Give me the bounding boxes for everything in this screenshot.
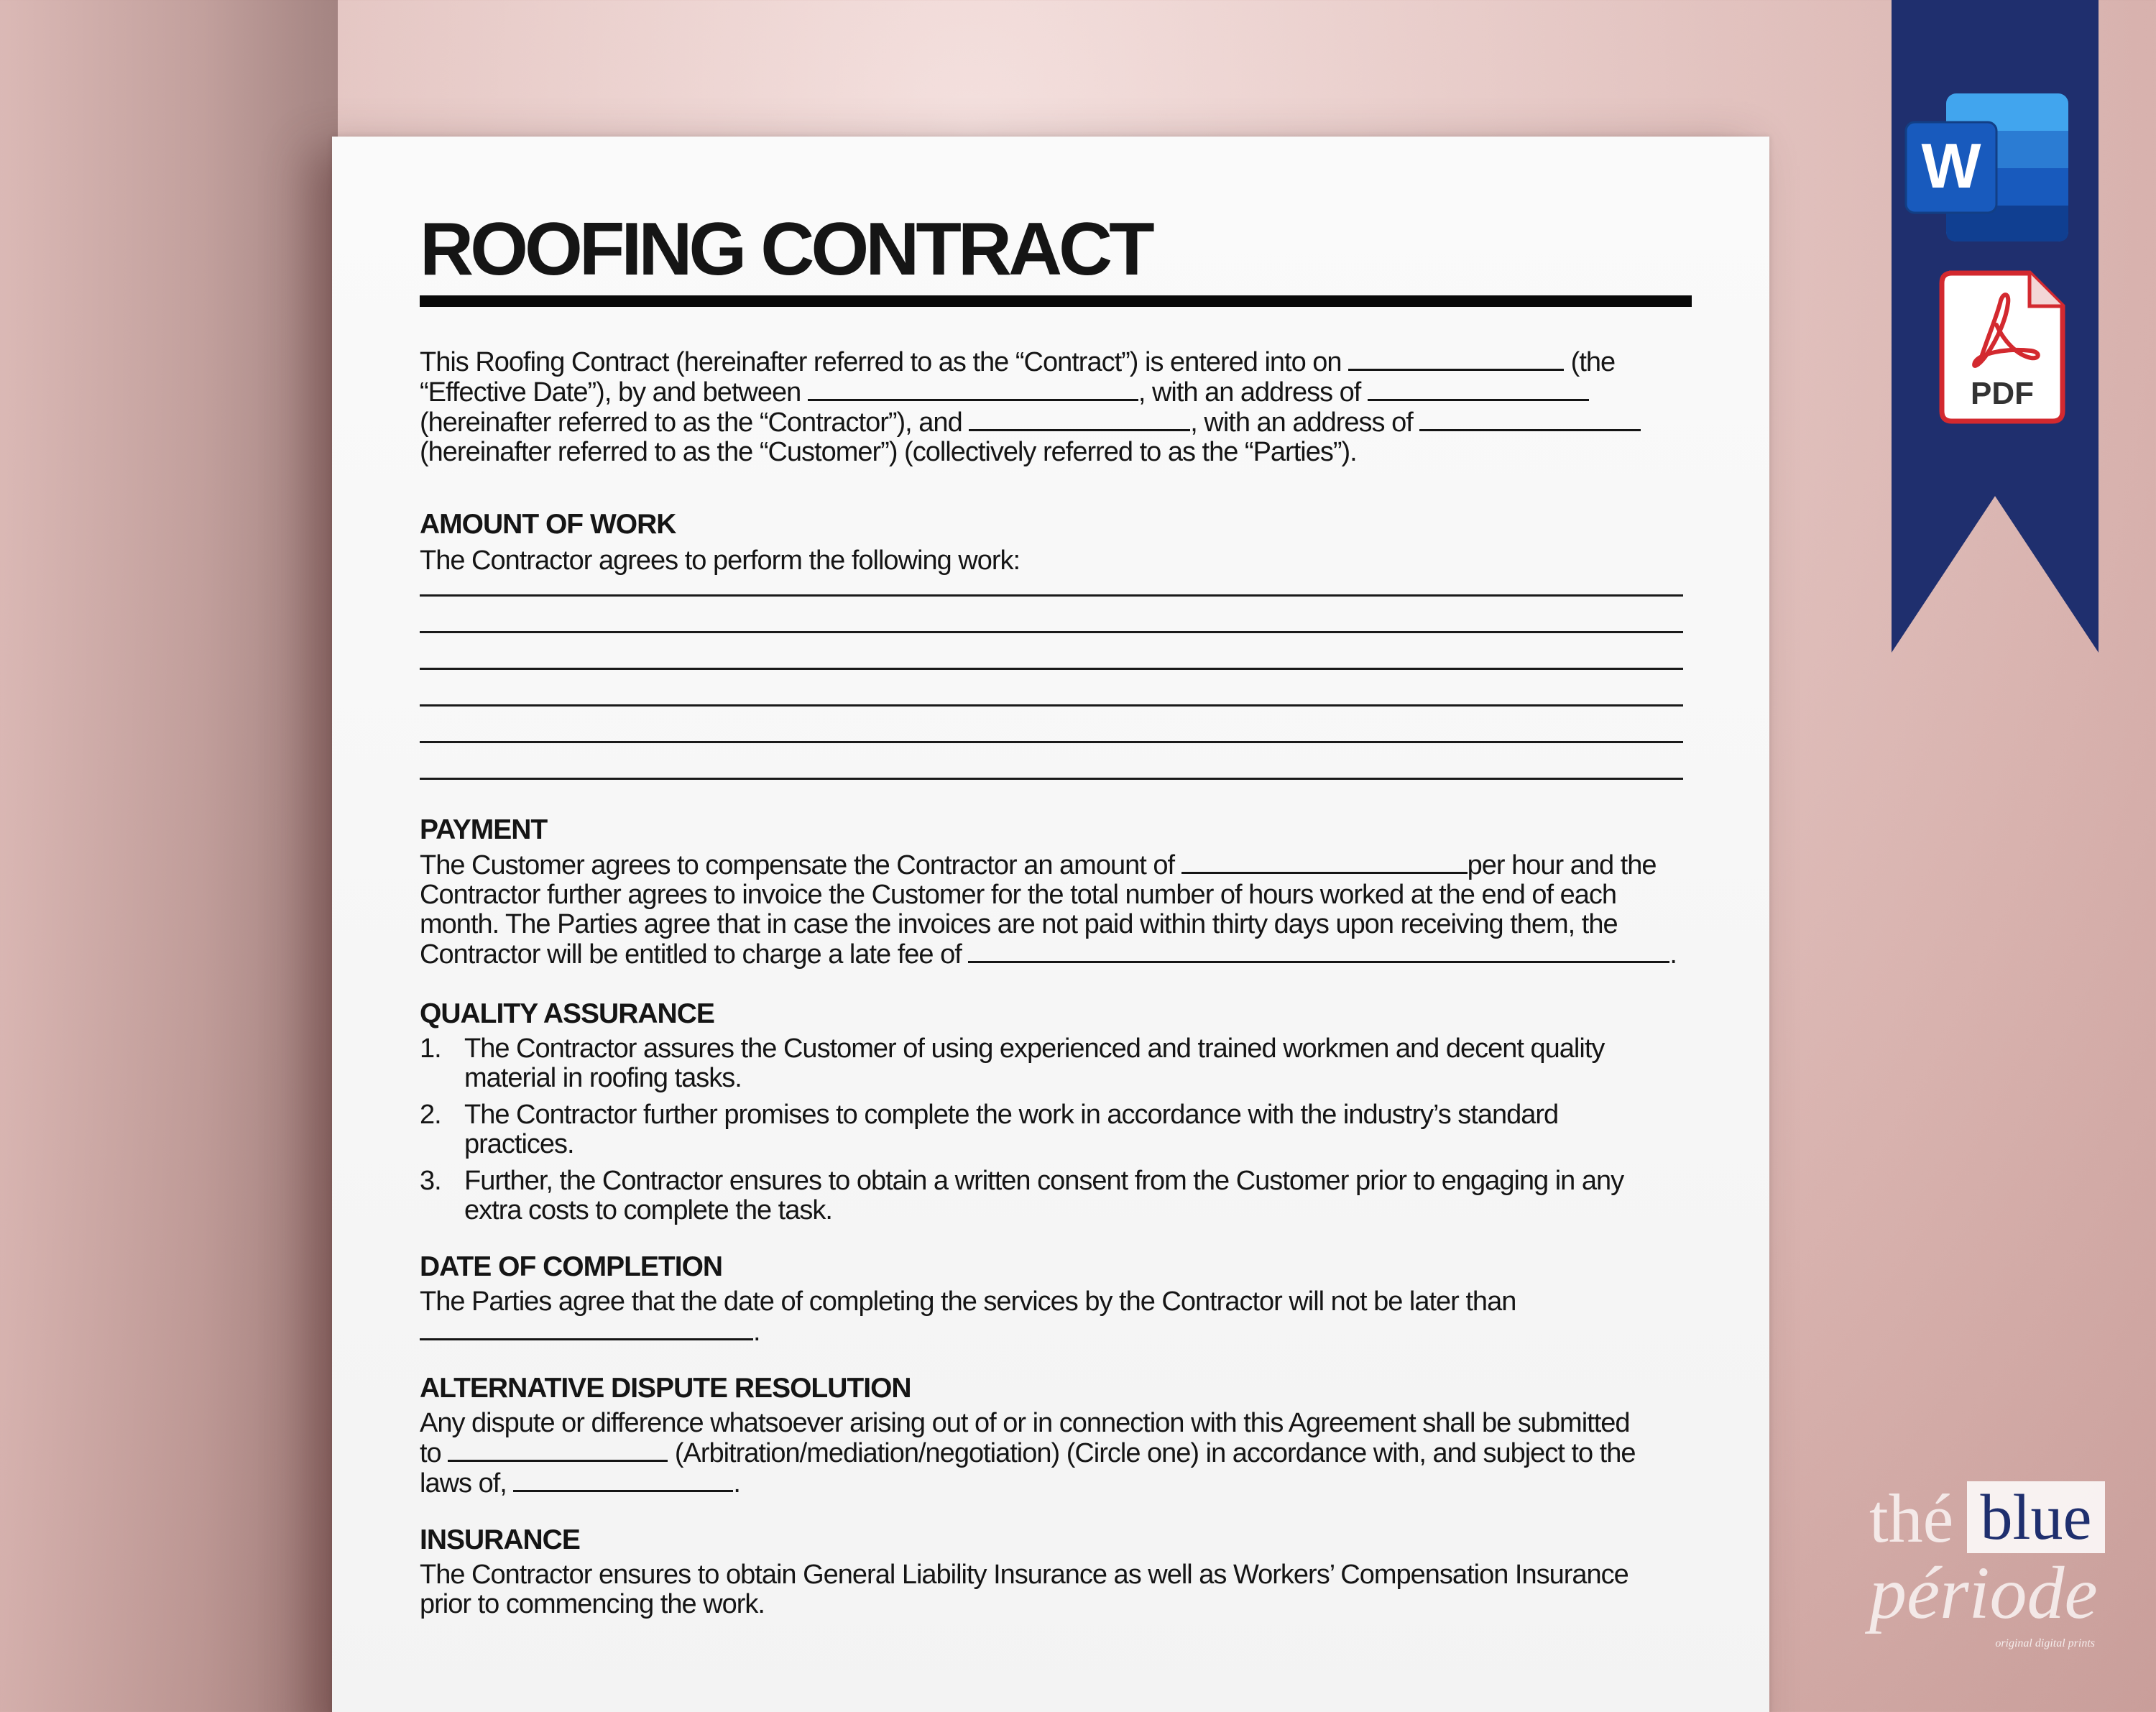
- section-text: The Contractor agrees to perform the following work:: [420, 546, 1021, 576]
- section-heading: PAYMENT: [420, 814, 548, 845]
- dispute-line-2: to (Arbitration/mediation/negotiation) (Circle one) in accordance with, and subject to the: [420, 1438, 1636, 1468]
- write-line: [420, 704, 1683, 707]
- contractor-address-blank: [1368, 377, 1589, 401]
- completion-date-line: .: [420, 1317, 1699, 1347]
- svg-text:blue: blue: [1980, 1482, 2092, 1553]
- dispute-method-blank: [448, 1438, 668, 1462]
- title-underline: [420, 295, 1692, 307]
- insurance-line-1: The Contractor ensures to obtain General Liability Insurance as well as Workers’ Compensation Insurance: [420, 1560, 1628, 1590]
- write-line: [420, 631, 1683, 633]
- hourly-rate-blank: [1181, 850, 1468, 874]
- intro-line-2: “Effective Date”), by and between , with an address of: [420, 377, 1699, 408]
- intro-line-3: (hereinafter referred to as the “Contractor”), and , with an address of: [420, 408, 1699, 438]
- svg-text:thé: thé: [1869, 1480, 1954, 1557]
- intro-paragraph: [420, 347, 1699, 467]
- qa-list: [420, 1034, 1699, 1225]
- contract-content: [420, 208, 1699, 1619]
- section-heading: DATE OF COMPLETION: [420, 1251, 723, 1282]
- section-amount-of-work: [420, 509, 1699, 780]
- payment-line-4: Contractor will be entitled to charge a late fee of .: [420, 939, 1677, 970]
- dispute-line-1: Any dispute or difference whatsoever arising out of or in connection with this Agreement shall be submitted: [420, 1408, 1630, 1438]
- svg-text:W: W: [1921, 130, 1981, 201]
- completion-date-blank: [420, 1317, 753, 1340]
- write-line: [420, 594, 1683, 597]
- section-date-of-completion: [420, 1251, 1699, 1347]
- section-quality-assurance: [420, 998, 1699, 1225]
- section-heading: ALTERNATIVE DISPUTE RESOLUTION: [420, 1373, 911, 1404]
- page-title: ROOFING CONTRACT: [420, 208, 1151, 291]
- background-shadow: [0, 0, 338, 1712]
- svg-text:original digital prints: original digital prints: [1995, 1637, 2095, 1649]
- list-item: 3. Further, the Contractor ensures to obtain a written consent from the Customer prior to engaging in any extra costs to complete the task.: [420, 1166, 1624, 1225]
- write-line: [420, 778, 1683, 780]
- late-fee-blank: [968, 939, 1669, 963]
- section-insurance: [420, 1524, 1699, 1619]
- payment-line-1: The Customer agrees to compensate the Contractor an amount of per hour and the: [420, 850, 1657, 880]
- write-line: [420, 741, 1683, 743]
- list-item: 2. The Contractor further promises to complete the work in accordance with the industry’s standard practices.: [420, 1100, 1559, 1159]
- section-heading: QUALITY ASSURANCE: [420, 998, 714, 1029]
- pdf-icon: [1939, 270, 2065, 424]
- word-icon: [1904, 92, 2070, 243]
- svg-text:PDF: PDF: [1971, 376, 2034, 411]
- payment-line-2: Contractor further agrees to invoice the Customer for the total number of hours worked at the end of each: [420, 880, 1617, 910]
- customer-address-blank: [1419, 408, 1641, 431]
- work-lines: [420, 594, 1699, 780]
- insurance-line-2: prior to commencing the work.: [420, 1589, 765, 1619]
- write-line: [420, 668, 1683, 670]
- customer-name-blank: [969, 408, 1190, 431]
- svg-text:période: période: [1869, 1552, 2098, 1634]
- intro-line-4: (hereinafter referred to as the “Customer”) (collectively referred to as the “Parties”).: [420, 437, 1357, 467]
- section-heading: AMOUNT OF WORK: [420, 509, 676, 540]
- contractor-name-blank: [808, 377, 1138, 401]
- payment-line-3: month. The Parties agree that in case the invoices are not paid within thirty days upon receiving them, the: [420, 909, 1618, 939]
- section-dispute-resolution: [420, 1373, 1699, 1499]
- governing-law-blank: [513, 1468, 733, 1492]
- section-heading: INSURANCE: [420, 1524, 580, 1555]
- intro-line-1: This Roofing Contract (hereinafter referred to as the “Contract”) is entered into on (the: [420, 347, 1616, 377]
- effective-date-blank: [1348, 347, 1564, 371]
- contract-page: [332, 137, 1769, 1712]
- section-text: The Parties agree that the date of completing the services by the Contractor will not be later than: [420, 1287, 1516, 1317]
- list-item: 1. The Contractor assures the Customer of using experienced and trained workmen and decent quality material in roofing tasks.: [420, 1034, 1605, 1093]
- brand-watermark: [1865, 1477, 2109, 1671]
- dispute-line-3: laws of, .: [420, 1468, 740, 1499]
- section-payment: [420, 814, 1699, 970]
